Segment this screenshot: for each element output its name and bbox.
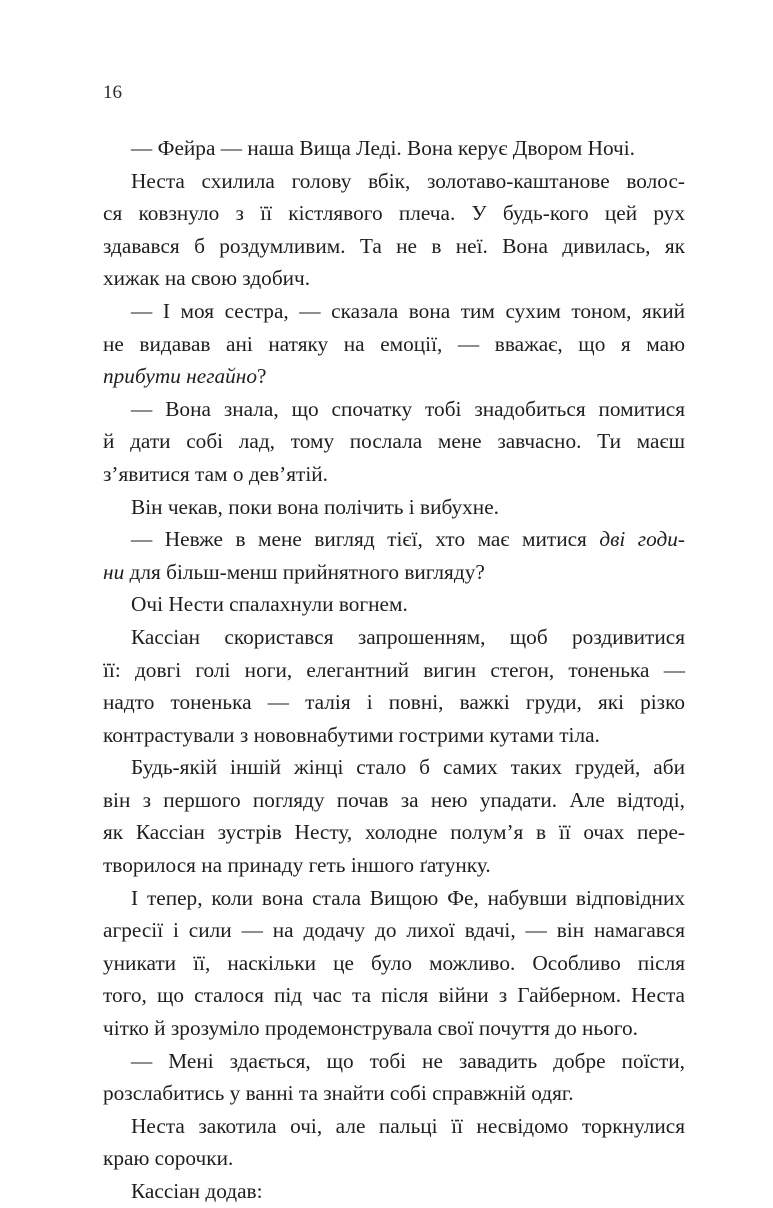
- page-number: 16: [103, 82, 122, 103]
- text-run: — Мені здається, що тобі не завадить добре поїсти,: [131, 1048, 685, 1073]
- text-run: й дати собі лад, тому послала мене завчасно. Ти маєш: [103, 429, 685, 454]
- text-line: [103, 556, 685, 589]
- text-run: І тепер, коли вона стала Вищою Фе, набувши відповідних: [131, 885, 685, 910]
- text-run: творилося на принаду геть іншого ґатунку.: [103, 853, 491, 878]
- text-line: [103, 686, 685, 719]
- text-run: Будь-якій іншій жінці стало б самих таких грудей, аби: [131, 755, 685, 780]
- text-run: контрастували з нововнабутими гострими кутами тіла.: [103, 722, 600, 747]
- text-run: Неста схилила голову вбік, золотаво-каштанове волос-: [131, 168, 685, 193]
- text-line: [103, 458, 685, 491]
- text-run: Очі Нести спалахнули вогнем.: [131, 592, 408, 617]
- text-line: [103, 262, 685, 295]
- text-line: [103, 523, 685, 556]
- text-line: [103, 784, 685, 817]
- text-run: хижак на свою здобич.: [103, 266, 311, 291]
- text-line: [103, 1077, 685, 1110]
- text-line: [103, 1142, 685, 1175]
- text-line: [103, 425, 685, 458]
- text-run: — Фейра — наша Вища Леді. Вона керує Двором Ночі.: [131, 136, 636, 160]
- text-line: [103, 816, 685, 849]
- text-line: [103, 882, 685, 915]
- text-line: [103, 1110, 685, 1143]
- text-run: Кассіан скористався запрошенням, щоб роздивитися: [131, 624, 685, 649]
- text-run: краю сорочки.: [103, 1146, 234, 1171]
- text-line: [103, 197, 685, 230]
- text-run: з’явитися там о дев’ятій.: [103, 461, 329, 486]
- text-run: уникати її, наскільки це було можливо. Особливо після: [103, 950, 685, 975]
- text-line: [103, 165, 685, 198]
- text-line: [103, 621, 685, 654]
- text-run: її: довгі голі ноги, елегантний вигин стегон, тоненька —: [103, 657, 685, 682]
- text-run: Кассіан додав:: [131, 1179, 263, 1203]
- text-run: Він чекав, поки вона полічить і вибухне.: [131, 494, 499, 519]
- body-text: [103, 132, 685, 1208]
- text-run: — І моя сестра, — сказала вона тим сухим тоном, який: [131, 298, 685, 323]
- text-line: [103, 1012, 685, 1045]
- text-line: [103, 328, 685, 361]
- text-line: [103, 719, 685, 752]
- text-line: [103, 1045, 685, 1078]
- text-run: чітко й зрозуміло продемонструвала свої почуття до нього.: [103, 1016, 638, 1041]
- text-line: [103, 654, 685, 687]
- text-run: здавався б роздумливим. Та не в неї. Вона дивилась, як: [103, 233, 685, 258]
- text-line: [103, 393, 685, 426]
- text-run: ?: [257, 364, 267, 389]
- text-line: [103, 979, 685, 1012]
- text-line: [103, 751, 685, 784]
- text-line: [103, 230, 685, 263]
- text-run: — Невже в мене вигляд тієї, хто має митися: [131, 527, 600, 552]
- text-run: ся ковзнуло з її кістлявого плеча. У будь-кого цей рух: [103, 201, 685, 226]
- text-line: [103, 947, 685, 980]
- text-run: — Вона знала, що спочатку тобі знадобиться помитися: [131, 396, 685, 421]
- text-line: [103, 588, 685, 621]
- text-run: Неста закотила очі, але пальці її несвідомо торкнулися: [131, 1113, 685, 1138]
- text-line: [103, 360, 685, 393]
- text-run: він з першого погляду почав за нею упадати. Але відтоді,: [103, 787, 685, 812]
- text-run: не видавав ані натяку на емоції, — вважає, що я маю: [103, 331, 685, 356]
- text-line: [103, 132, 685, 165]
- text-run: надто тоненька — талія і повні, важкі груди, які різко: [103, 690, 685, 715]
- text-run: як Кассіан зустрів Несту, холодне полум’я в її очах пере-: [103, 820, 685, 845]
- text-line: [103, 491, 685, 524]
- text-run: того, що сталося під час та після війни з Гайберном. Неста: [103, 983, 685, 1008]
- text-line: [103, 1175, 685, 1208]
- italic-text: прибути негайно: [103, 364, 258, 389]
- italic-text: ни: [103, 559, 125, 584]
- text-run: агресії і сили — на додачу до лихої вдачі, — він намагався: [103, 918, 685, 943]
- text-line: [103, 914, 685, 947]
- italic-text: дві годи-: [599, 527, 685, 552]
- text-line: [103, 295, 685, 328]
- text-run: для більш-менш прийнятного вигляду?: [124, 559, 485, 584]
- text-line: [103, 849, 685, 882]
- text-run: розслабитись у ванні та знайти собі справжній одяг.: [103, 1081, 574, 1106]
